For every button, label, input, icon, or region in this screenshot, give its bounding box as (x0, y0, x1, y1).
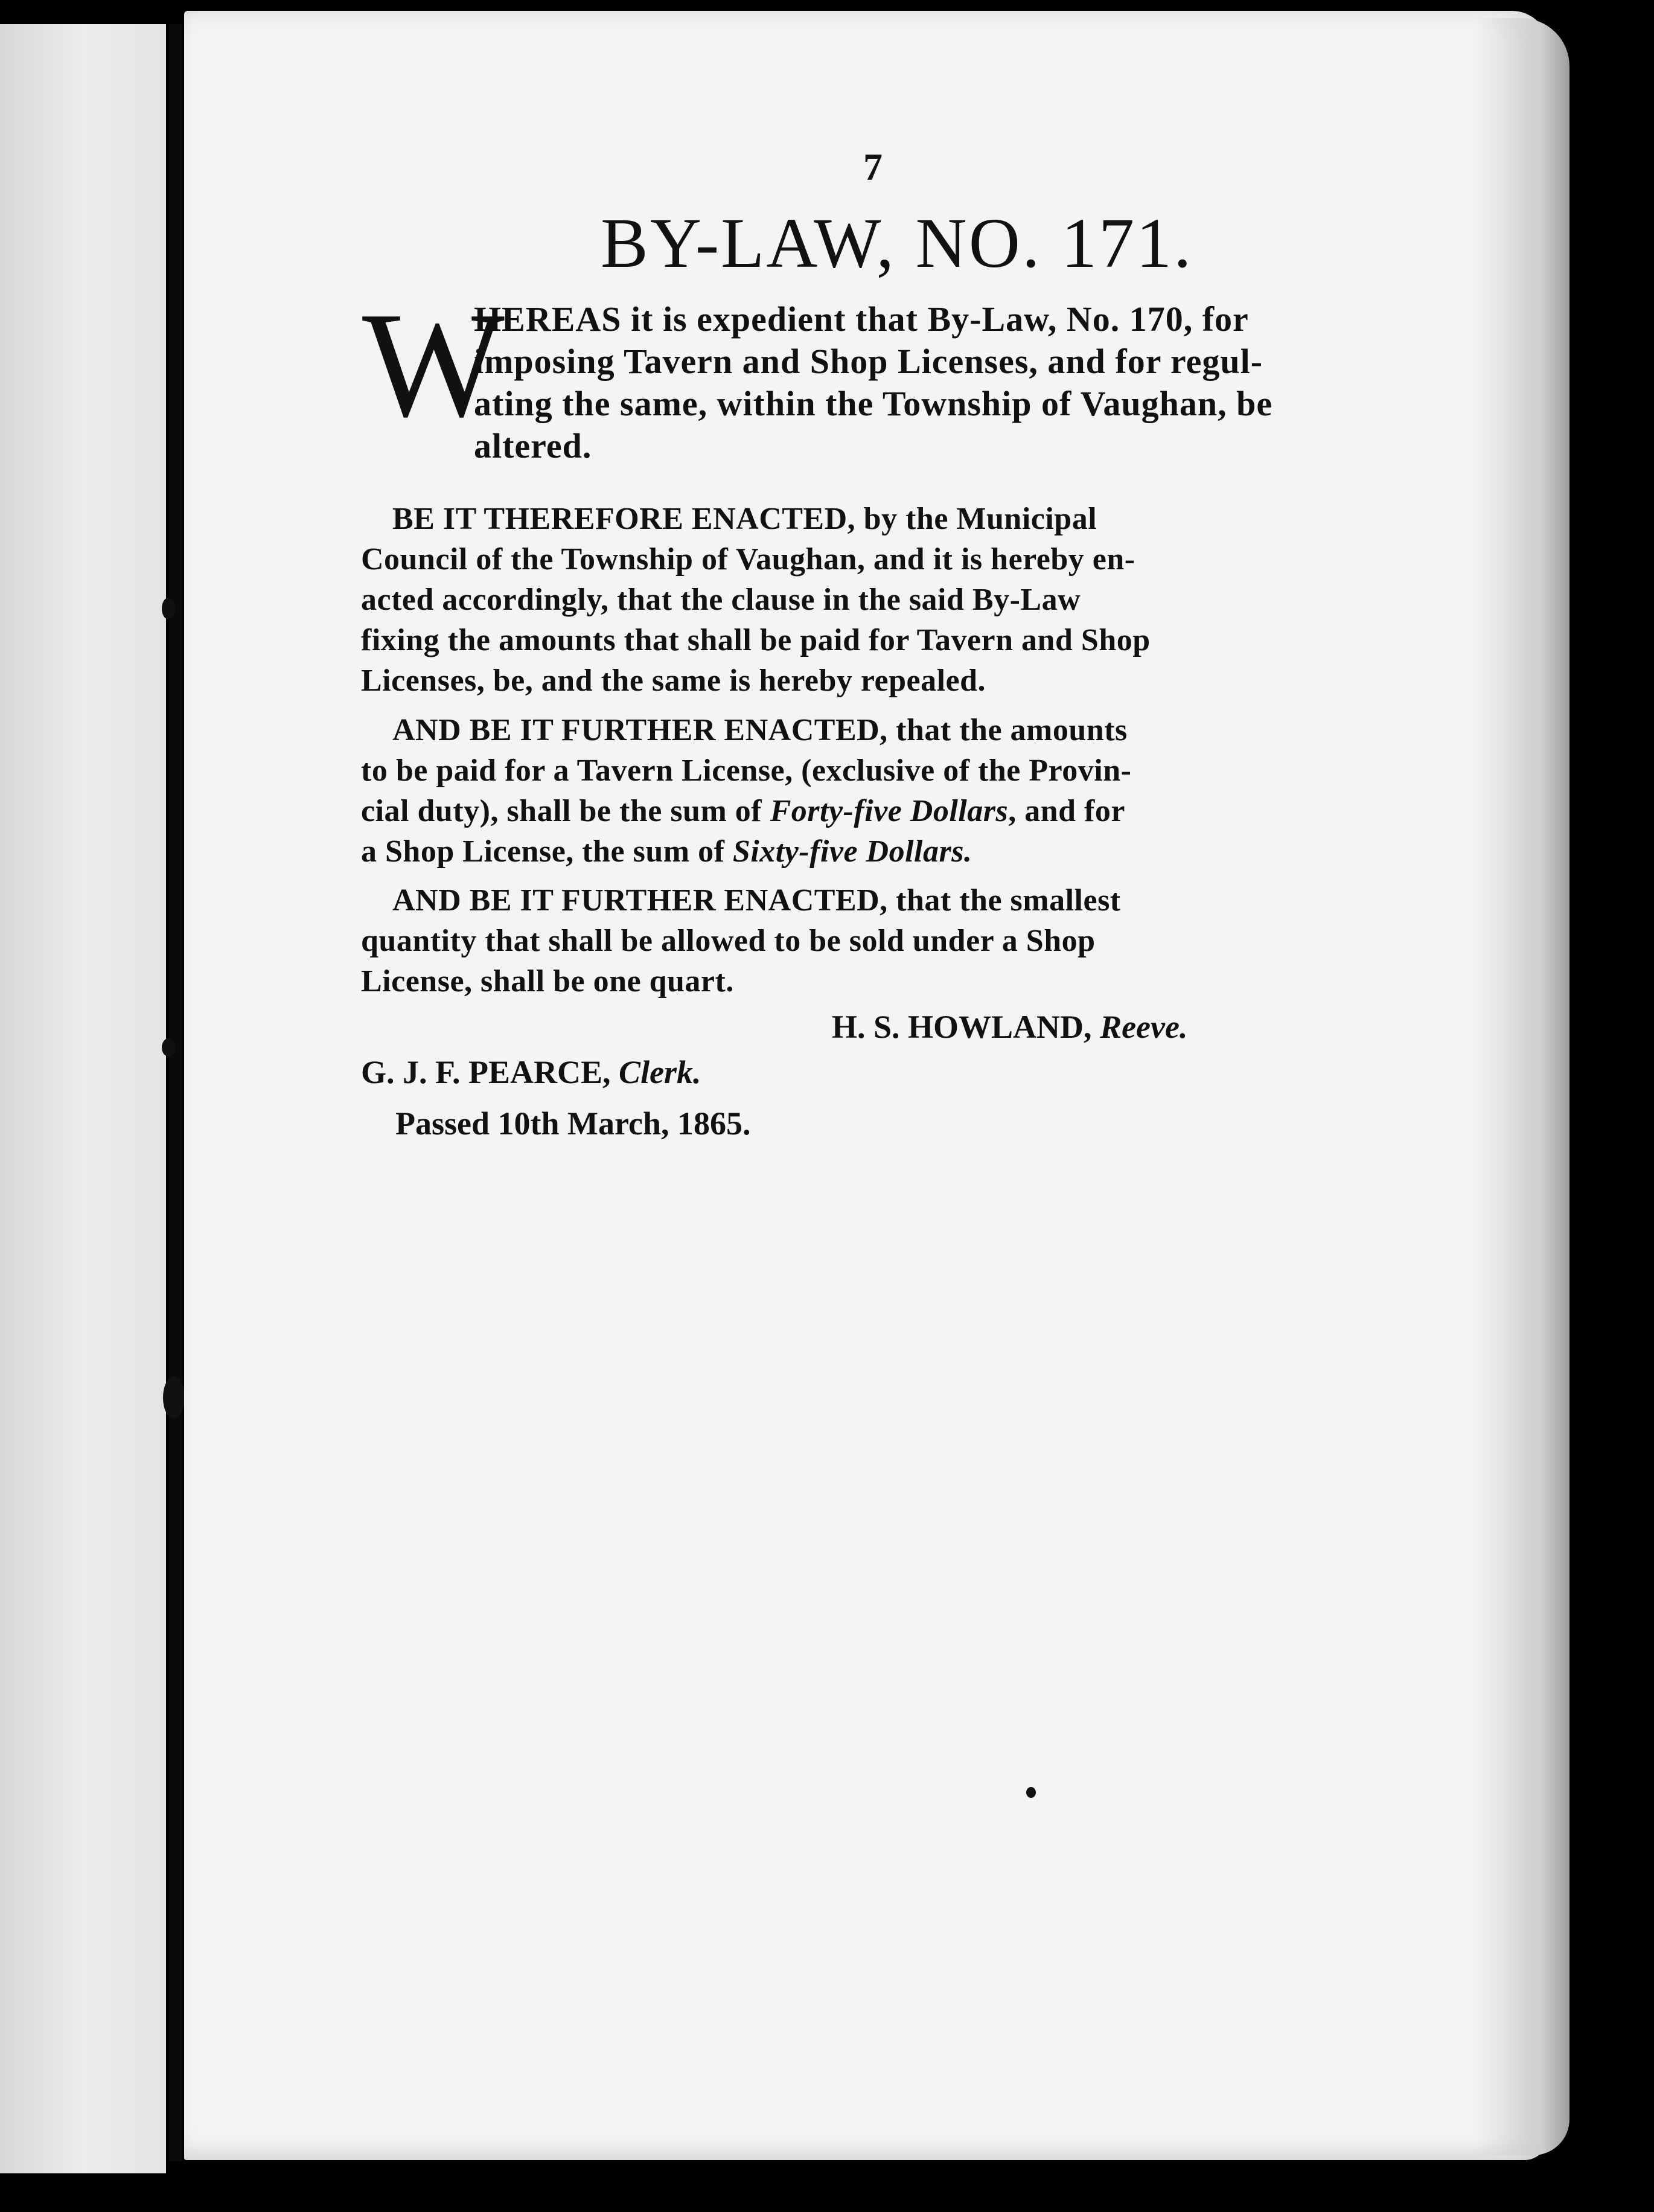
section-1-line: Licenses, be, and the same is hereby repealed. (361, 663, 986, 698)
binding-stitch (162, 598, 175, 619)
section-3-line: AND BE IT FURTHER ENACTED, that the smallest (392, 883, 1121, 918)
section-1-line: BE IT THEREFORE ENACTED, by the Municipal (392, 502, 1097, 536)
page-number: 7 (863, 145, 883, 188)
preamble-line: altered. (474, 426, 592, 465)
section-1-line: fixing the amounts that shall be paid for Tavern and Shop (361, 623, 1151, 657)
clerk-signature: G. J. F. PEARCE, Clerk. (361, 1054, 701, 1090)
facing-page (0, 24, 166, 2173)
section-1-line: acted accordingly, that the clause in the said By-Law (361, 583, 1081, 617)
page-title: BY-LAW, NO. 171. (601, 203, 1193, 283)
preamble-line: ating the same, within the Township of Vaughan, be (474, 384, 1273, 423)
preamble-line: imposing Tavern and Shop Licenses, and for regul- (474, 342, 1263, 381)
section-2-line: a Shop License, the sum of Sixty-five Dollars. (361, 834, 972, 869)
amount-tavern: Forty-five Dollars (770, 794, 1009, 828)
reeve-signature: H. S. HOWLAND, Reeve. (832, 1009, 1188, 1045)
section-3-line: quantity that shall be allowed to be sold under a Shop (361, 924, 1096, 958)
section-1-line: Council of the Township of Vaughan, and it is hereby en- (361, 542, 1135, 577)
section-2-line: to be paid for a Tavern License, (exclusive of the Provin- (361, 753, 1132, 788)
section-3-line: License, shall be one quart. (361, 964, 734, 999)
book-spine (169, 24, 182, 2161)
binding-stitch (163, 1376, 185, 1419)
drop-cap: W (362, 281, 505, 449)
passed-date: Passed 10th March, 1865. (395, 1105, 751, 1142)
binding-stitch (162, 1038, 175, 1056)
page-edge-shadow (1473, 18, 1569, 2155)
section-2-line: cial duty), shall be the sum of Forty-five Dollars, and for (361, 794, 1125, 828)
section-2-line: AND BE IT FURTHER ENACTED, that the amounts (392, 713, 1128, 747)
preamble-line: HEREAS it is expedient that By-Law, No. 170, for (474, 299, 1249, 339)
ink-speck (1026, 1787, 1036, 1798)
amount-shop: Sixty-five Dollars. (732, 834, 972, 869)
